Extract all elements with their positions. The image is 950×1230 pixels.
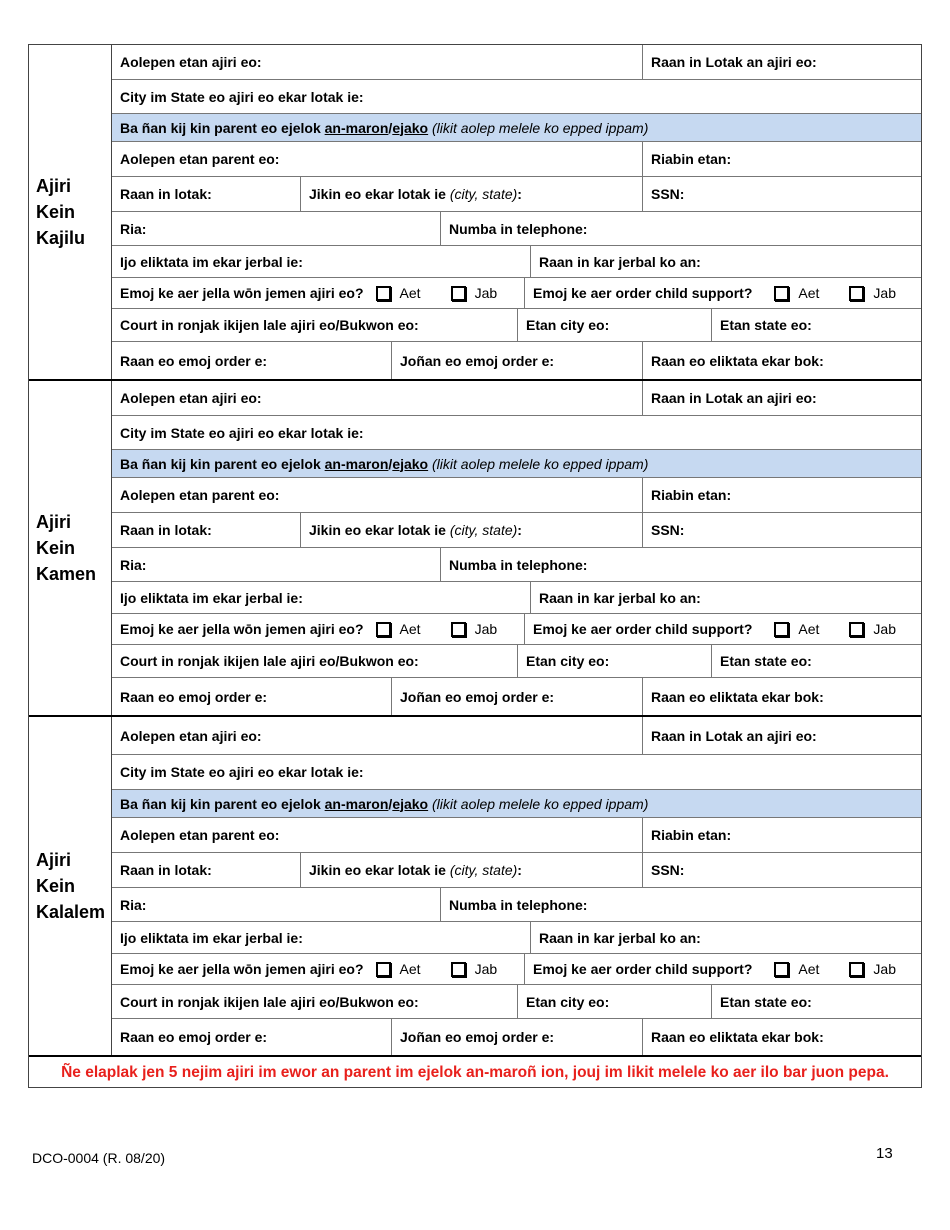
absent-parent-header: Ba ñan kij kin parent eo ejelok an-maron / ejako (likit aolep melele ko epped ippam) (120, 455, 649, 472)
order-amount-field[interactable]: Joñan eo emoj order e: (392, 678, 643, 715)
checkbox-icon (849, 962, 864, 977)
employer-field[interactable]: Ijo eliktata im ekar jerbal ie: (112, 246, 531, 277)
checkbox-icon (376, 286, 391, 301)
paternity-no-checkbox[interactable]: Jab (451, 961, 498, 977)
paternity-no-checkbox[interactable]: Jab (451, 621, 498, 637)
checkbox-icon (774, 286, 789, 301)
court-state-field[interactable]: Etan state eo: (720, 653, 812, 669)
parent-dob-field[interactable]: Raan in lotak: (112, 177, 301, 211)
support-order-question: Emoj ke aer order child support? Aet Jab (533, 961, 896, 977)
section-label (29, 381, 112, 715)
child-birthdate-field[interactable]: Raan in Lotak an ajiri eo: (651, 727, 817, 744)
child-section-2 (29, 381, 921, 717)
other-names-field[interactable]: Riabin etan: (651, 827, 732, 843)
court-field[interactable]: Court in ronjak ikijen lale ajiri eo/Bukwon eo: (112, 309, 518, 341)
section-label-line: Ajiri (36, 512, 72, 532)
paternity-question: Emoj ke aer jella wōn jemen ajiri eo? Aet Jab (112, 278, 525, 308)
support-yes-checkbox[interactable]: Aet (774, 961, 819, 977)
support-no-checkbox[interactable]: Jab (849, 285, 896, 301)
support-order-question: Emoj ke aer order child support? Aet Jab (533, 285, 896, 301)
absent-parent-header: Ba ñan kij kin parent eo ejelok an-maron / ejako (likit aolep melele ko epped ippam) (120, 795, 649, 812)
court-city-field[interactable]: Etan city eo: (518, 309, 712, 341)
parent-dob-field[interactable]: Raan in lotak: (112, 853, 301, 887)
section-label (29, 717, 112, 1055)
paternity-yes-checkbox[interactable]: Aet (376, 961, 421, 977)
parent-name-field[interactable]: Aolepen etan parent eo: (112, 818, 643, 852)
support-yes-checkbox[interactable]: Aet (774, 621, 819, 637)
section-label-line: Ajiri (36, 176, 72, 196)
child-birthplace-field[interactable]: City im State eo ajiri eo ekar lotak ie: (120, 424, 364, 441)
section-label-line: Kein (36, 202, 76, 222)
support-yes-checkbox[interactable]: Aet (774, 285, 819, 301)
ssn-field[interactable]: SSN: (651, 862, 685, 878)
child-name-field[interactable]: Aolepen etan ajiri eo: (112, 381, 643, 415)
order-date-field[interactable]: Raan eo emoj order e: (112, 1019, 392, 1055)
order-amount-field[interactable]: Joñan eo emoj order e: (392, 342, 643, 379)
last-paid-field[interactable]: Raan eo eliktata ekar bok: (651, 1029, 824, 1045)
ssn-field[interactable]: SSN: (651, 522, 685, 538)
checkbox-icon (774, 622, 789, 637)
absent-parent-header: Ba ñan kij kin parent eo ejelok an-maron / ejako (likit aolep melele ko epped ippam) (120, 119, 649, 136)
child-birthplace-field[interactable]: City im State eo ajiri eo ekar lotak ie: (120, 764, 364, 780)
ssn-field[interactable]: SSN: (651, 186, 685, 202)
address-field[interactable]: Ria: (112, 888, 441, 921)
order-date-field[interactable]: Raan eo emoj order e: (112, 342, 392, 379)
section-label-line: Kamen (36, 564, 97, 584)
additional-children-note: Ñe elaplak jen 5 nejim ajiri im ewor an parent im ejelok an-maroñ ion, jouj im likit melele ko aer ilo bar juon pepa. (61, 1064, 889, 1081)
employer-field[interactable]: Ijo eliktata im ekar jerbal ie: (112, 582, 531, 613)
parent-birthplace-field[interactable]: Jikin eo ekar lotak ie (city, state) : (301, 853, 643, 887)
parent-name-field[interactable]: Aolepen etan parent eo: (112, 142, 643, 176)
child-birthdate-field[interactable]: Raan in Lotak an ajiri eo: (651, 390, 817, 406)
phone-field[interactable]: Numba in telephone: (449, 896, 588, 913)
address-field[interactable]: Ria: (112, 212, 441, 245)
form-id: DCO-0004 (R. 08/20) (32, 1150, 166, 1166)
last-paid-field[interactable]: Raan eo eliktata ekar bok: (651, 352, 824, 369)
section-label-line: Kein (36, 538, 76, 558)
checkbox-icon (774, 962, 789, 977)
checkbox-icon (376, 622, 391, 637)
address-field[interactable]: Ria: (112, 548, 441, 581)
phone-field[interactable]: Numba in telephone: (449, 556, 588, 573)
child-section-1 (29, 45, 921, 381)
section-label-line: Ajiri (36, 850, 72, 870)
support-no-checkbox[interactable]: Jab (849, 621, 896, 637)
order-date-field[interactable]: Raan eo emoj order e: (112, 678, 392, 715)
last-work-date-field[interactable]: Raan in kar jerbal ko an: (539, 929, 701, 946)
checkbox-icon (451, 286, 466, 301)
checkbox-icon (849, 286, 864, 301)
child-name-field[interactable]: Aolepen etan ajiri eo: (112, 717, 643, 754)
support-no-checkbox[interactable]: Jab (849, 961, 896, 977)
section-label-line: Kajilu (36, 228, 86, 248)
paternity-yes-checkbox[interactable]: Aet (376, 621, 421, 637)
paternity-question: Emoj ke aer jella wōn jemen ajiri eo? Aet Jab (112, 614, 525, 644)
court-city-field[interactable]: Etan city eo: (518, 645, 712, 677)
employer-field[interactable]: Ijo eliktata im ekar jerbal ie: (112, 922, 531, 953)
order-amount-field[interactable]: Joñan eo emoj order e: (392, 1019, 643, 1055)
checkbox-icon (451, 962, 466, 977)
child-name-field[interactable]: Aolepen etan ajiri eo: (112, 45, 643, 79)
last-paid-field[interactable]: Raan eo eliktata ekar bok: (651, 688, 824, 705)
parent-name-field[interactable]: Aolepen etan parent eo: (112, 478, 643, 512)
parent-birthplace-field[interactable]: Jikin eo ekar lotak ie (city, state) : (301, 177, 643, 211)
phone-field[interactable]: Numba in telephone: (449, 220, 588, 237)
children-form (28, 44, 922, 1088)
checkbox-icon (849, 622, 864, 637)
page-number: 13 (876, 1145, 893, 1162)
child-birthplace-field[interactable]: City im State eo ajiri eo ekar lotak ie: (120, 88, 364, 105)
checkbox-icon (451, 622, 466, 637)
checkbox-icon (376, 962, 391, 977)
support-order-question: Emoj ke aer order child support? Aet Jab (533, 621, 896, 637)
paternity-no-checkbox[interactable]: Jab (451, 285, 498, 301)
section-label (29, 45, 112, 379)
parent-dob-field[interactable]: Raan in lotak: (112, 513, 301, 547)
court-field[interactable]: Court in ronjak ikijen lale ajiri eo/Bukwon eo: (112, 985, 518, 1018)
court-state-field[interactable]: Etan state eo: (720, 993, 812, 1010)
paternity-yes-checkbox[interactable]: Aet (376, 285, 421, 301)
court-city-field[interactable]: Etan city eo: (518, 985, 712, 1018)
parent-birthplace-field[interactable]: Jikin eo ekar lotak ie (city, state) : (301, 513, 643, 547)
section-label-line: Kein (36, 876, 76, 896)
last-work-date-field[interactable]: Raan in kar jerbal ko an: (539, 253, 701, 270)
court-state-field[interactable]: Etan state eo: (720, 317, 812, 333)
child-section-3 (29, 717, 921, 1057)
court-field[interactable]: Court in ronjak ikijen lale ajiri eo/Bukwon eo: (112, 645, 518, 677)
last-work-date-field[interactable]: Raan in kar jerbal ko an: (539, 589, 701, 606)
section-label-line: Kalalem (36, 902, 106, 922)
other-names-field[interactable]: Riabin etan: (651, 151, 732, 167)
paternity-question: Emoj ke aer jella wōn jemen ajiri eo? Aet Jab (112, 954, 525, 984)
other-names-field[interactable]: Riabin etan: (651, 487, 732, 503)
child-birthdate-field[interactable]: Raan in Lotak an ajiri eo: (651, 54, 817, 70)
